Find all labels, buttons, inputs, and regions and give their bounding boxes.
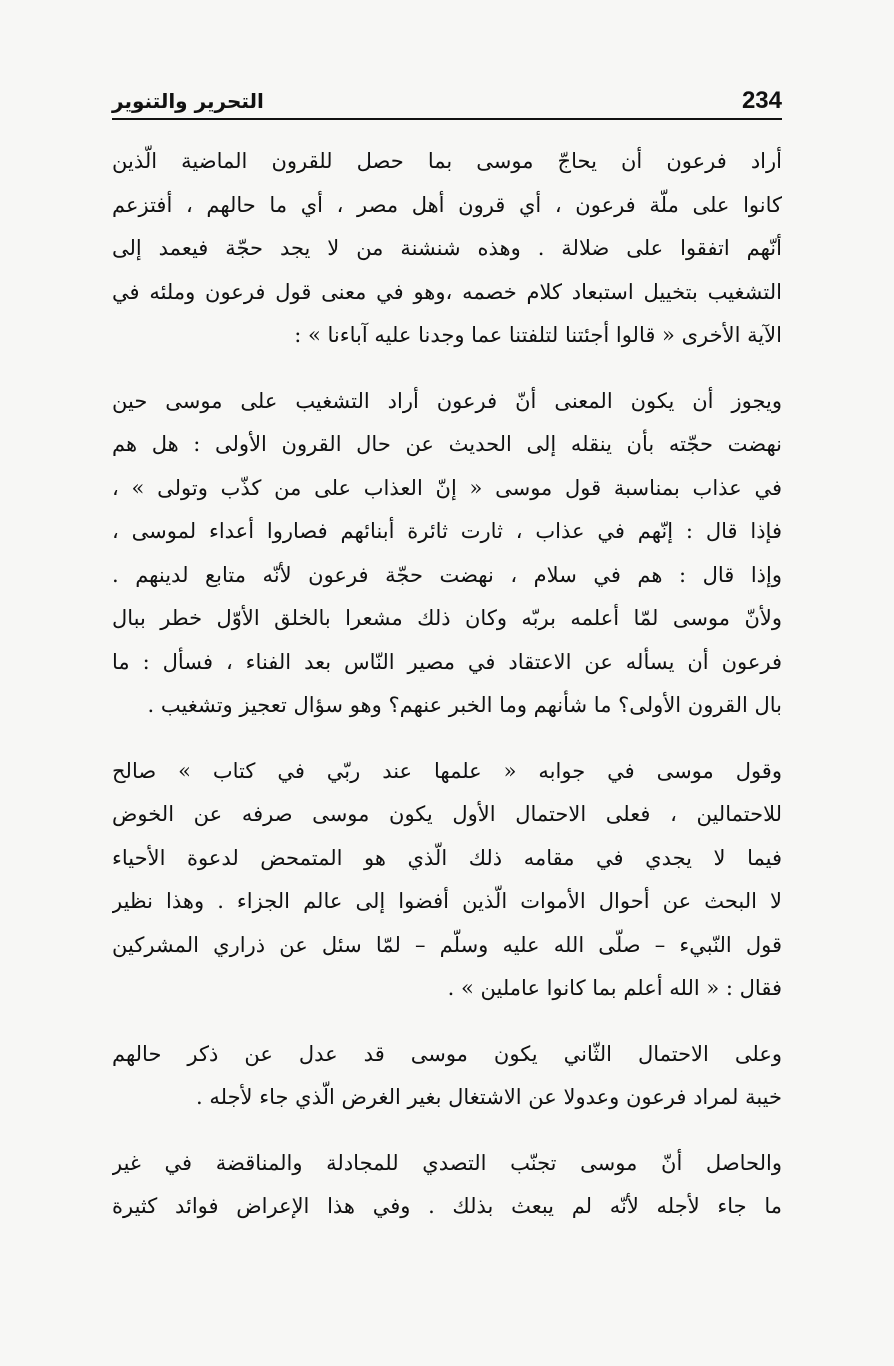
paragraph-gap <box>112 1120 782 1142</box>
body-text <box>112 140 782 1229</box>
page-number: 234 <box>741 87 782 114</box>
paragraph-gap <box>112 358 782 380</box>
paragraph-gap <box>112 1011 782 1033</box>
text-line: فإذا قال : إنّهم في عذاب ، ثارت ثائرة أبنائهم فصاروا أعداء لموسى ، <box>112 519 782 543</box>
text-line: أراد فرعون أن يحاجّ موسى بما حصل للقرون الماضية الّذين <box>112 149 782 173</box>
paragraph-gap <box>112 728 782 750</box>
text-line: فقال : « الله أعلم بما كانوا عاملين » . <box>447 976 782 1000</box>
paragraph <box>112 1033 782 1120</box>
text-line: خيبة لمراد فرعون وعدولا عن الاشتغال بغير الغرض الّذي جاء لأجله . <box>196 1085 782 1109</box>
header-rule <box>112 118 782 120</box>
text-line: فرعون أن يسأله عن الاعتقاد في مصير النّاس بعد الفناء ، فسأل : ما <box>112 649 782 674</box>
running-title: التحرير والتنوير <box>112 89 264 113</box>
text-line: الآية الأخرى « قالوا أجئتنا لتلفتنا عما وجدنا عليه آباءنا » : <box>294 323 782 347</box>
text-line: والحاصل أنّ موسى تجنّب التصدي للمجادلة والمناقضة في غير <box>112 1150 782 1175</box>
text-line: للاحتمالين ، فعلى الاحتمال الأول يكون موسى صرفه عن الخوض <box>112 802 782 826</box>
paragraph <box>112 1142 782 1229</box>
paragraph <box>112 380 782 728</box>
page-header <box>112 84 782 118</box>
text-line: وعلى الاحتمال الثّاني يكون موسى قد عدل عن ذكر حالهم <box>112 1041 782 1066</box>
text-line: ما جاء لأجله لأنّه لم يبعث بذلك . وفي هذا الإعراض فوائد كثيرة <box>112 1194 782 1218</box>
text-line: أنّهم اتفقوا على ضلالة . وهذه شنشنة من لا يجد حجّة فيعمد إلى <box>112 236 782 260</box>
text-line: التشغيب بتخييل استبعاد كلام خصمه ،وهو في معنى قول فرعون وملئه في <box>112 279 782 304</box>
text-line: في عذاب بمناسبة قول موسى « إنّ العذاب على من كذّب وتولى » ، <box>112 475 782 500</box>
text-line: قول النّبيء – صلّى الله عليه وسلّم – لمّا سئل عن ذراري المشركين <box>112 932 782 957</box>
text-line: ولأنّ موسى لمّا أعلمه بربّه وكان ذلك مشعرا بالخلق الأوّل خطر ببال <box>112 606 782 630</box>
text-line: ويجوز أن يكون المعنى أنّ فرعون أراد التشغيب على موسى حين <box>112 388 782 413</box>
text-line: بال القرون الأولى؟ ما شأنهم وما الخبر عنهم؟ وهو سؤال تعجيز وتشغيب . <box>147 693 782 717</box>
paragraph <box>112 750 782 1011</box>
text-line: لا البحث عن أحوال الأموات الّذين أفضوا إلى عالم الجزاء . وهذا نظير <box>112 889 782 913</box>
text-line: فيما لا يجدي في مقامه ذلك الّذي هو المتمحض لدعوة الأحياء <box>112 845 782 870</box>
text-line: نهضت حجّته بأن ينقله إلى الحديث عن حال القرون الأولى : هل هم <box>112 432 782 456</box>
text-line: وقول موسى في جوابه « علمها عند ربّي في كتاب » صالح <box>112 758 782 783</box>
text-line: وإذا قال : هم في سلام ، نهضت حجّة فرعون لأنّه متابع لدينهم . <box>112 562 782 587</box>
paragraph <box>112 140 782 358</box>
text-line: كانوا على ملّة فرعون ، أي قرون أهل مصر ، أي ما حالهم ، أفتزعم <box>112 192 782 217</box>
